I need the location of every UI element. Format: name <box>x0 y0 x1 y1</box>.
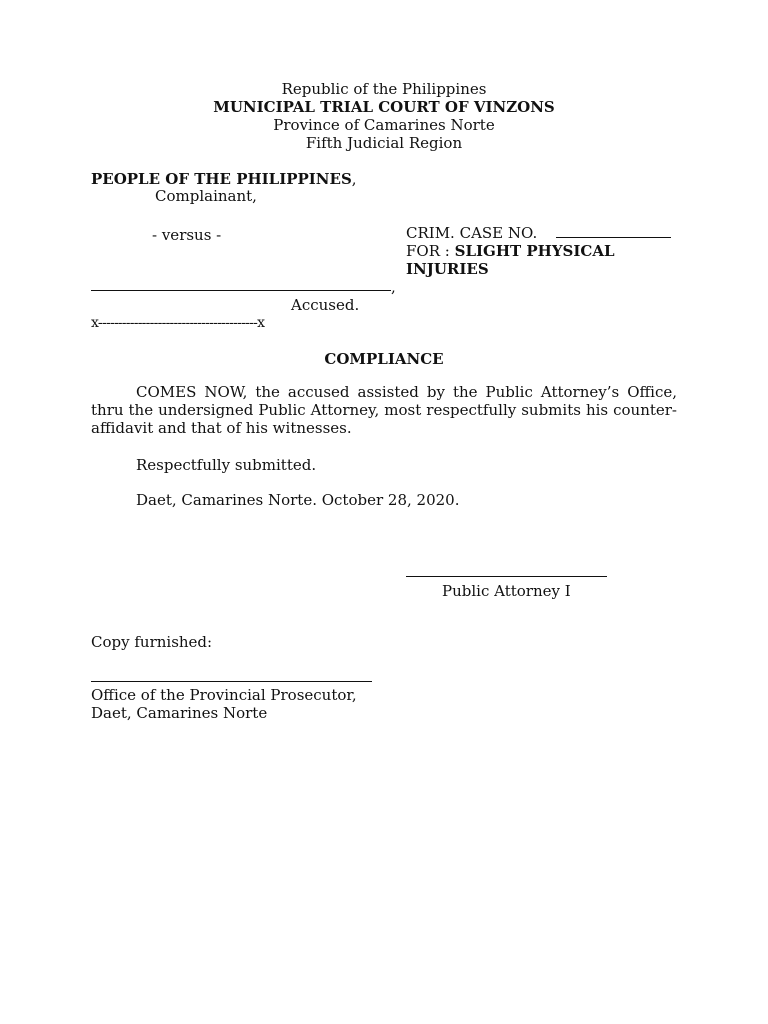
case-number-blank <box>556 237 671 238</box>
complainant-block <box>91 170 357 188</box>
respectfully-submitted: Respectfully submitted. <box>136 456 317 474</box>
region-line: Fifth Judicial Region <box>305 134 463 152</box>
document-title: COMPLIANCE <box>324 350 444 368</box>
copy-recipient-address: Daet, Camarines Norte <box>91 704 268 722</box>
caption-separator: x----------------------------------------x <box>91 315 265 331</box>
copy-recipient-line <box>91 681 372 682</box>
offense-line-1 <box>406 242 615 260</box>
compliance-paragraph: COMES NOW, the accused assisted by the Public Attorney’s Office, thru the undersigned Public Attorney, most respectfully submits his counter-affidavit and that of his witnesses. <box>91 383 677 437</box>
accused-role: Accused. <box>291 296 360 314</box>
accused-name-blank <box>91 290 391 291</box>
court-name: MUNICIPAL TRIAL COURT OF VINZONS <box>213 98 555 116</box>
accused-comma: , <box>391 278 396 296</box>
province-line: Province of Camarines Norte <box>273 116 495 134</box>
versus-text: - versus - <box>152 226 222 244</box>
copy-furnished-label: Copy furnished: <box>91 633 213 651</box>
offense-name-1: SLIGHT PHYSICAL <box>454 242 615 260</box>
place-and-date: Daet, Camarines Norte. October 28, 2020. <box>136 491 460 509</box>
complainant-comma: , <box>351 170 357 188</box>
offense-name-2: INJURIES <box>406 260 489 278</box>
republic-line: Republic of the Philippines <box>281 80 487 98</box>
signature-line <box>406 576 607 577</box>
copy-recipient-office: Office of the Provincial Prosecutor, <box>91 686 357 704</box>
signatory-title: Public Attorney I <box>442 582 571 600</box>
complainant-name: PEOPLE OF THE PHILIPPINES <box>91 170 352 188</box>
case-number-label: CRIM. CASE NO. <box>406 224 538 242</box>
complainant-role: Complainant, <box>155 187 257 205</box>
for-label: FOR : <box>406 242 450 260</box>
